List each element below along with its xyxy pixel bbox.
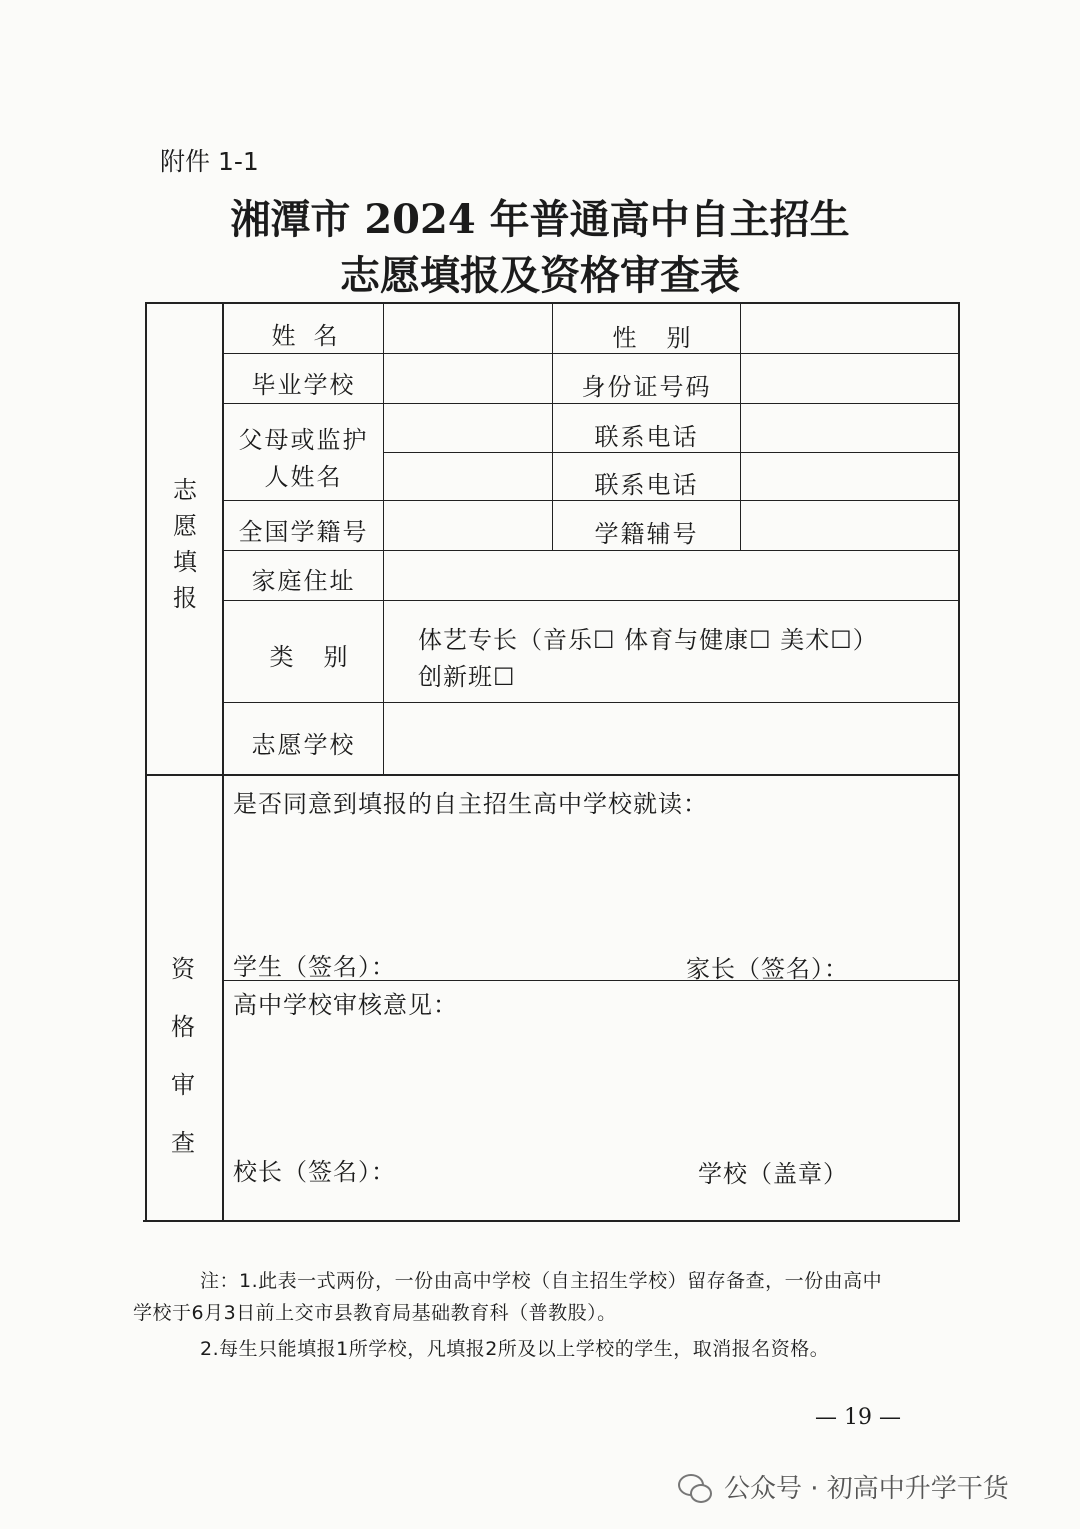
school-seal-label: 学校（盖章） <box>698 1160 848 1188</box>
category-label: 类别 <box>269 643 378 671</box>
principal-signature-label: 校长（签名）： <box>233 1158 396 1186</box>
phone-label-1: 联系电话 <box>594 423 699 451</box>
row-line <box>224 702 960 703</box>
parent-name-field-2[interactable] <box>385 454 551 499</box>
document-title-line1: 湘潭市 2024 年普通高中自主招生 <box>230 196 850 243</box>
watermark <box>678 1468 1009 1505</box>
gender-label: 性别 <box>612 324 721 352</box>
consent-question: 是否同意到填报的自主招生高中学校就读： <box>233 790 708 818</box>
section-label-application <box>170 472 200 616</box>
auxiliary-id-label: 学籍辅号 <box>594 520 699 548</box>
form-border-left <box>145 302 147 1222</box>
national-student-id-field[interactable] <box>385 502 551 549</box>
parent-signature-label: 家长（签名）： <box>686 955 849 983</box>
form-border-right <box>958 302 960 1222</box>
row-line <box>224 403 960 404</box>
row-line <box>224 550 960 551</box>
watermark-text: 公众号 · 初高中升学干货 <box>724 1474 1009 1504</box>
form-border-bottom <box>143 1220 958 1222</box>
phone-field-2[interactable] <box>742 454 957 499</box>
section-label-text: 资 格 审 查 <box>171 955 195 1157</box>
attachment-label: 附件 1-1 <box>160 147 259 176</box>
school-field[interactable] <box>385 355 551 402</box>
address-label: 家庭住址 <box>251 567 356 595</box>
id-number-label: 身份证号码 <box>581 373 712 401</box>
gender-field[interactable] <box>742 305 957 352</box>
wechat-icon <box>678 1472 714 1502</box>
student-signature-label: 学生（签名）： <box>233 953 396 981</box>
row-line <box>224 500 960 501</box>
note-2: 2.每生只能填报1所学校，凡填报2所及以上学校的学生，取消报名资格。 <box>200 1338 830 1360</box>
phone-field-1[interactable] <box>742 405 957 451</box>
name-label: 姓名 <box>271 322 356 350</box>
page-number: — 19 — <box>815 1405 901 1430</box>
row-line <box>384 452 960 453</box>
school-label: 毕业学校 <box>251 371 356 399</box>
name-field[interactable] <box>385 305 551 352</box>
col-line <box>383 304 384 774</box>
id-number-field[interactable] <box>742 355 957 402</box>
address-field[interactable] <box>385 552 957 599</box>
section-line <box>145 774 960 776</box>
auxiliary-id-field[interactable] <box>742 502 957 549</box>
choice-school-field[interactable] <box>385 704 957 773</box>
choice-school-label: 志愿学校 <box>251 731 356 759</box>
parent-name-label-2: 人姓名 <box>264 463 343 491</box>
parent-name-label-1: 父母或监护 <box>238 426 369 454</box>
row-line <box>224 600 960 601</box>
category-option-arts[interactable]: 体艺专长（音乐☐ 体育与健康☐ 美术☐） <box>418 626 878 654</box>
note-1-line-1: 注：1.此表一式两份，一份由高中学校（自主招生学校）留存备查，一份由高中 <box>200 1270 883 1292</box>
review-opinion-label: 高中学校审核意见： <box>233 991 458 1019</box>
parent-name-field-1[interactable] <box>385 405 551 451</box>
phone-label-2: 联系电话 <box>594 471 699 499</box>
row-line <box>224 353 960 354</box>
national-student-id-label: 全国学籍号 <box>238 518 369 546</box>
section-label-review <box>168 940 198 1172</box>
note-1-line-2: 学校于6月3日前上交市县教育局基础教育科（普教股）。 <box>133 1302 617 1324</box>
section-label-text: 志 愿 填 报 <box>173 476 197 612</box>
document-title-line2: 志愿填报及资格审查表 <box>340 252 740 299</box>
category-option-innovation[interactable]: 创新班☐ <box>418 663 516 691</box>
